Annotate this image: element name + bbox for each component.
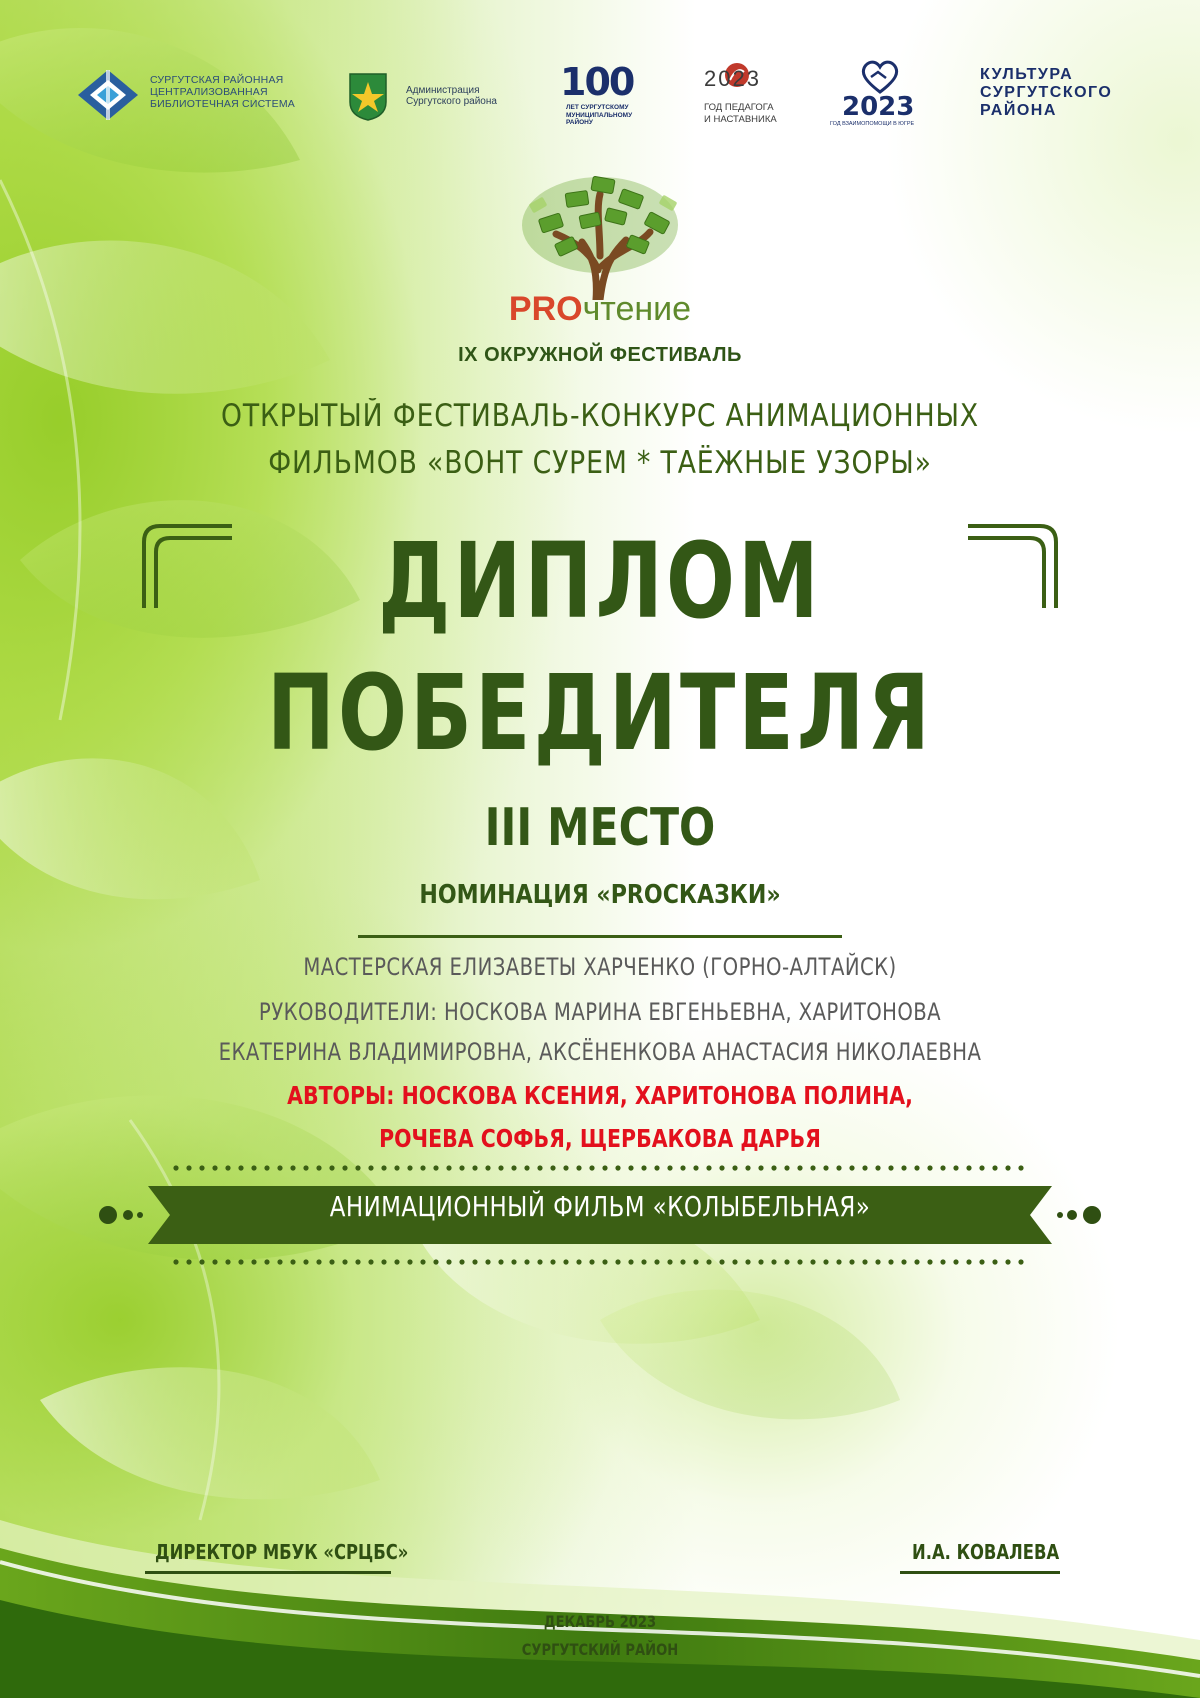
director-name: И.А. КОВАЛЕВА	[912, 1540, 1060, 1564]
ribbon-dot	[485, 1165, 490, 1170]
signature-line-left	[145, 1571, 391, 1574]
ribbon-dot	[485, 1259, 490, 1264]
ribbon-dot	[303, 1259, 308, 1264]
ribbon-dot	[563, 1259, 568, 1264]
ribbon-dot	[771, 1259, 776, 1264]
film-title: АНИМАЦИОННЫЙ ФИЛЬМ «КОЛЫБЕЛЬНАЯ»	[329, 1190, 871, 1223]
ribbon-dot	[433, 1259, 438, 1264]
ribbon-dot	[420, 1165, 425, 1170]
ribbon-dot	[498, 1259, 503, 1264]
ribbon-dot	[212, 1165, 217, 1170]
ribbon-dot	[251, 1165, 256, 1170]
ribbon-dot	[394, 1165, 399, 1170]
ribbon-dot	[342, 1259, 347, 1264]
ribbon-dot	[732, 1259, 737, 1264]
teacher-year-line-2: И НАСТАВНИКА	[704, 114, 777, 125]
mutual-aid-year: 2023	[842, 92, 915, 122]
ribbon-dot	[849, 1165, 854, 1170]
ribbon-dot	[394, 1259, 399, 1264]
ribbon-dot	[862, 1259, 867, 1264]
ribbon-dot	[667, 1165, 672, 1170]
ribbon-dot	[628, 1259, 633, 1264]
leaf-decor	[0, 28, 900, 1520]
ribbon-dot	[732, 1165, 737, 1170]
ribbon-dot	[264, 1259, 269, 1264]
ribbon-dot	[524, 1259, 529, 1264]
library-line-2: ЦЕНТРАЛИЗОВАННАЯ	[150, 86, 268, 98]
ribbon-dot	[173, 1165, 178, 1170]
ribbon-dot	[875, 1259, 880, 1264]
ribbon-dot	[680, 1165, 685, 1170]
ribbon-dot	[238, 1165, 243, 1170]
library-logo-text	[150, 74, 295, 110]
ribbon-dot	[1018, 1259, 1023, 1264]
workshop-line: МАСТЕРСКАЯ ЕЛИЗАВЕТЫ ХАРЧЕНКО (ГОРНО-АЛТАЙСК)	[303, 953, 897, 981]
diploma-title-line-2: ПОБЕДИТЕЛЯ	[266, 652, 934, 774]
ribbon-dot	[719, 1165, 724, 1170]
teacher-year-logo-text	[704, 102, 777, 126]
ribbon-dot	[524, 1165, 529, 1170]
ribbon-dot	[797, 1259, 802, 1264]
ribbon-dot	[784, 1165, 789, 1170]
library-line-3: БИБЛИОТЕЧНАЯ СИСТЕМА	[150, 98, 295, 110]
ribbon-dot	[641, 1259, 646, 1264]
ribbon-dot	[472, 1165, 477, 1170]
ribbon-dot	[459, 1259, 464, 1264]
authors-line-2: РОЧЕВА СОФЬЯ, ЩЕРБАКОВА ДАРЬЯ	[379, 1124, 821, 1153]
contest-title-line-2: ФИЛЬМОВ «ВОНТ СУРЕМ * ТАЁЖНЫЕ УЗОРЫ»	[268, 445, 932, 481]
ribbon-dot	[940, 1165, 945, 1170]
divider-line	[358, 935, 842, 938]
teacher-year-number: 2023	[704, 66, 761, 91]
heart-handshake-icon	[860, 60, 900, 94]
ribbon-dot	[251, 1259, 256, 1264]
ribbon-dot	[758, 1259, 763, 1264]
ribbon-dot	[407, 1259, 412, 1264]
ribbon-dot	[693, 1259, 698, 1264]
ribbon-dot	[303, 1165, 308, 1170]
ribbon-dot	[615, 1259, 620, 1264]
coat-of-arms-icon	[348, 72, 388, 122]
ribbon-dot	[628, 1165, 633, 1170]
ribbon-dot	[511, 1259, 516, 1264]
ribbon-dot	[706, 1165, 711, 1170]
ribbon-dot	[329, 1259, 334, 1264]
ribbon-dot	[368, 1165, 373, 1170]
ribbon-dot	[589, 1259, 594, 1264]
ribbon-dot	[992, 1259, 997, 1264]
culture-line-1: КУЛЬТУРА	[980, 66, 1074, 83]
ribbon-dot	[355, 1259, 360, 1264]
ribbon-dot	[238, 1259, 243, 1264]
ribbon-dot	[368, 1259, 373, 1264]
director-position: ДИРЕКТОР МБУК «СРЦБС»	[155, 1540, 409, 1564]
ribbon-dot	[433, 1165, 438, 1170]
ribbon-dot	[186, 1165, 191, 1170]
ribbon-dot	[1005, 1259, 1010, 1264]
ribbon-dot	[797, 1165, 802, 1170]
ribbon-dot	[420, 1259, 425, 1264]
ribbon-dot	[745, 1165, 750, 1170]
ribbon-dot	[498, 1165, 503, 1170]
leaders-line-2: ЕКАТЕРИНА ВЛАДИМИРОВНА, АКСЁНЕНКОВА АНАСТАСИЯ НИКОЛАЕВНА	[218, 1038, 982, 1066]
ribbon-dot	[550, 1165, 555, 1170]
anniversary-logo-text	[566, 104, 632, 127]
ribbon-dot	[641, 1165, 646, 1170]
ribbon-dot	[836, 1165, 841, 1170]
administration-logo-text	[406, 85, 497, 107]
ribbon-dot	[693, 1165, 698, 1170]
ribbon-dot	[667, 1259, 672, 1264]
ribbon-dot	[719, 1259, 724, 1264]
ribbon-dot	[199, 1165, 204, 1170]
festival-brand	[0, 290, 1200, 329]
ribbon-dot	[823, 1259, 828, 1264]
mutual-aid-caption: ГОД ВЗАИМОПОМОЩИ В ЮГРЕ	[830, 121, 915, 127]
ribbon-dot	[511, 1165, 516, 1170]
ribbon-dot	[199, 1259, 204, 1264]
ribbon-dot	[563, 1165, 568, 1170]
signature-line-right	[900, 1571, 1060, 1574]
ribbon-dot	[810, 1165, 815, 1170]
ribbon-dot	[576, 1259, 581, 1264]
ribbon-dot	[446, 1259, 451, 1264]
ribbon-dot	[654, 1165, 659, 1170]
ribbon-dot	[888, 1259, 893, 1264]
ribbon-dot	[836, 1259, 841, 1264]
ribbon-dot	[446, 1165, 451, 1170]
issue-date: ДЕКАБРЬ 2023	[543, 1612, 657, 1631]
ribbon-dot	[225, 1259, 230, 1264]
ribbon-dot	[290, 1165, 295, 1170]
ribbon-dot	[979, 1165, 984, 1170]
ribbon-dot	[849, 1259, 854, 1264]
ribbon-dot	[953, 1259, 958, 1264]
ribbon-dot	[212, 1259, 217, 1264]
anniversary-line-2: МУНИЦИПАЛЬНОМУ	[566, 111, 633, 119]
ribbon-dot	[706, 1259, 711, 1264]
ribbon-dot	[862, 1165, 867, 1170]
ribbon-dot	[1018, 1165, 1023, 1170]
ribbon-dot	[953, 1165, 958, 1170]
leaders-line-1: РУКОВОДИТЕЛИ: НОСКОВА МАРИНА ЕВГЕНЬЕВНА, ХАРИТОНОВА	[258, 998, 942, 1026]
ribbon-dot	[277, 1259, 282, 1264]
ribbon-dot	[316, 1259, 321, 1264]
ribbon-dot	[589, 1165, 594, 1170]
library-emblem-icon	[76, 68, 140, 122]
ribbon-dot	[472, 1259, 477, 1264]
festival-subtitle: IX ОКРУЖНОЙ ФЕСТИВАЛЬ	[458, 344, 742, 366]
issue-place: СУРГУТСКИЙ РАЙОН	[521, 1640, 679, 1659]
ribbon-dot	[758, 1165, 763, 1170]
ribbon-dot	[914, 1165, 919, 1170]
ribbon-dot	[745, 1259, 750, 1264]
ribbon-dot	[901, 1165, 906, 1170]
ribbon-dot	[277, 1165, 282, 1170]
ribbon-dot	[810, 1259, 815, 1264]
anniversary-line-3: РАЙОНУ	[566, 119, 593, 126]
ribbon-dot	[264, 1165, 269, 1170]
ribbon-dot	[784, 1259, 789, 1264]
ribbon-dot	[940, 1259, 945, 1264]
ribbon-dot	[355, 1165, 360, 1170]
ribbon-dot	[914, 1259, 919, 1264]
book-tree-icon	[500, 170, 700, 300]
festival-brand-rest: чтение	[582, 290, 692, 328]
ribbon-dot	[888, 1165, 893, 1170]
culture-line-3: РАЙОНА	[980, 102, 1057, 119]
ribbon-dot	[901, 1259, 906, 1264]
ribbon-dot	[966, 1165, 971, 1170]
ribbon-dot	[927, 1259, 932, 1264]
anniversary-line-1: ЛЕТ СУРГУТСКОМУ	[566, 104, 629, 111]
administration-line-2: Сургутского района	[406, 96, 497, 107]
ribbon-dot	[602, 1165, 607, 1170]
ribbon-dot	[381, 1165, 386, 1170]
ribbon-dot	[550, 1259, 555, 1264]
library-line-1: СУРГУТСКАЯ РАЙОННАЯ	[150, 74, 284, 86]
ribbon-dot	[823, 1165, 828, 1170]
ribbon-dot	[290, 1259, 295, 1264]
ribbon-dot	[992, 1165, 997, 1170]
ribbon-dot	[966, 1259, 971, 1264]
contest-title-line-1: ОТКРЫТЫЙ ФЕСТИВАЛЬ-КОНКУРС АНИМАЦИОННЫХ	[221, 398, 979, 434]
ribbon-dot	[316, 1165, 321, 1170]
ribbon-dot	[615, 1165, 620, 1170]
festival-brand-pro: PRO	[508, 290, 583, 328]
ribbon-dot	[1005, 1165, 1010, 1170]
culture-logo-text	[980, 66, 1112, 120]
ribbon-dot	[342, 1165, 347, 1170]
ribbon-dot	[381, 1259, 386, 1264]
ribbon-dot	[875, 1165, 880, 1170]
ribbon-dot	[979, 1259, 984, 1264]
diploma-title-line-1: ДИПЛОМ	[378, 520, 822, 642]
ribbon-dot	[173, 1259, 178, 1264]
nomination-label: НОМИНАЦИЯ «PROСКАЗКИ»	[419, 880, 781, 910]
ribbon-dot	[654, 1259, 659, 1264]
ribbon-dot	[329, 1165, 334, 1170]
administration-line-1: Администрация	[406, 85, 480, 96]
ribbon-dot	[407, 1165, 412, 1170]
ribbon-dot	[537, 1165, 542, 1170]
ribbon-dot	[602, 1259, 607, 1264]
ribbon-dot	[576, 1165, 581, 1170]
ribbon-dot	[680, 1259, 685, 1264]
teacher-year-line-1: ГОД ПЕДАГОГА	[704, 102, 774, 113]
ribbon-dot	[186, 1259, 191, 1264]
ribbon-dot	[927, 1165, 932, 1170]
ribbon-dot	[459, 1165, 464, 1170]
ribbon-dot	[537, 1259, 542, 1264]
place-label: III МЕСТО	[484, 798, 716, 858]
ribbon-dot	[225, 1165, 230, 1170]
authors-line-1: АВТОРЫ: НОСКОВА КСЕНИЯ, ХАРИТОНОВА ПОЛИНА,	[287, 1081, 913, 1110]
ribbon-dot	[771, 1165, 776, 1170]
culture-line-2: СУРГУТСКОГО	[980, 84, 1113, 101]
anniversary-number: 100	[560, 60, 634, 104]
